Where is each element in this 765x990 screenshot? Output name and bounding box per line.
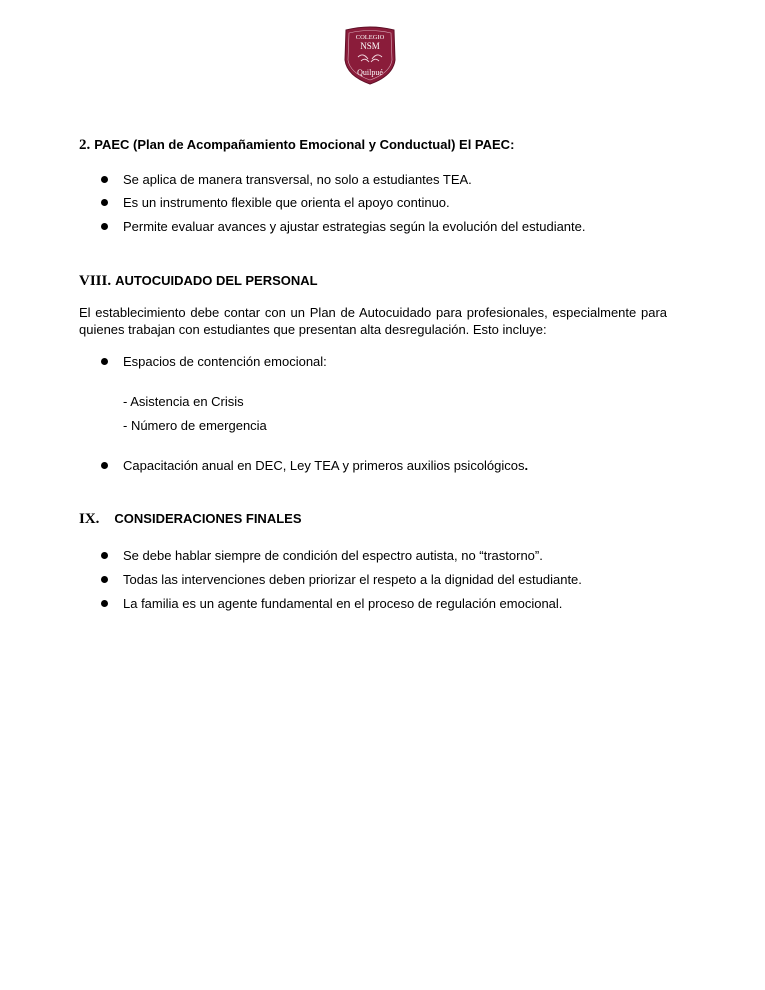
section-ix-number: IX. [79, 511, 100, 527]
section-viii-paragraph: El establecimiento debe contar con un Plan de Autocuidado para profesionales, especialmente para quienes trabajan con estudiantes que presentan alta desregulación. Esto incluye: [79, 305, 667, 337]
bullet-icon [101, 576, 108, 583]
logo-line2: NSM [360, 41, 380, 51]
sub-list-item: - Número de emergencia [123, 418, 267, 433]
bullet-icon [101, 223, 108, 230]
paec-number: 2. [79, 137, 91, 153]
logo-line1: COLEGIO [355, 34, 385, 41]
logo-line3: Quilpué [357, 68, 383, 77]
sub-list-item: - Asistencia en Crisis [123, 394, 244, 409]
bullet-icon [101, 176, 108, 183]
section-viii-number: VIII. [79, 273, 112, 289]
bullet-icon [101, 358, 108, 365]
section-ix-heading [79, 511, 302, 527]
paec-heading [79, 137, 514, 153]
bullet-icon [101, 600, 108, 607]
bullet-icon [101, 462, 108, 469]
section-ix-title: CONSIDERACIONES FINALES [114, 511, 302, 526]
paec-title: PAEC (Plan de Acompañamiento Emocional y Conductual) El PAEC: [94, 137, 515, 152]
school-logo [341, 26, 399, 86]
section-viii-heading [79, 273, 318, 289]
bullet-icon [101, 552, 108, 559]
section-viii-title: AUTOCUIDADO DEL PERSONAL [115, 273, 318, 288]
bullet-icon [101, 199, 108, 206]
